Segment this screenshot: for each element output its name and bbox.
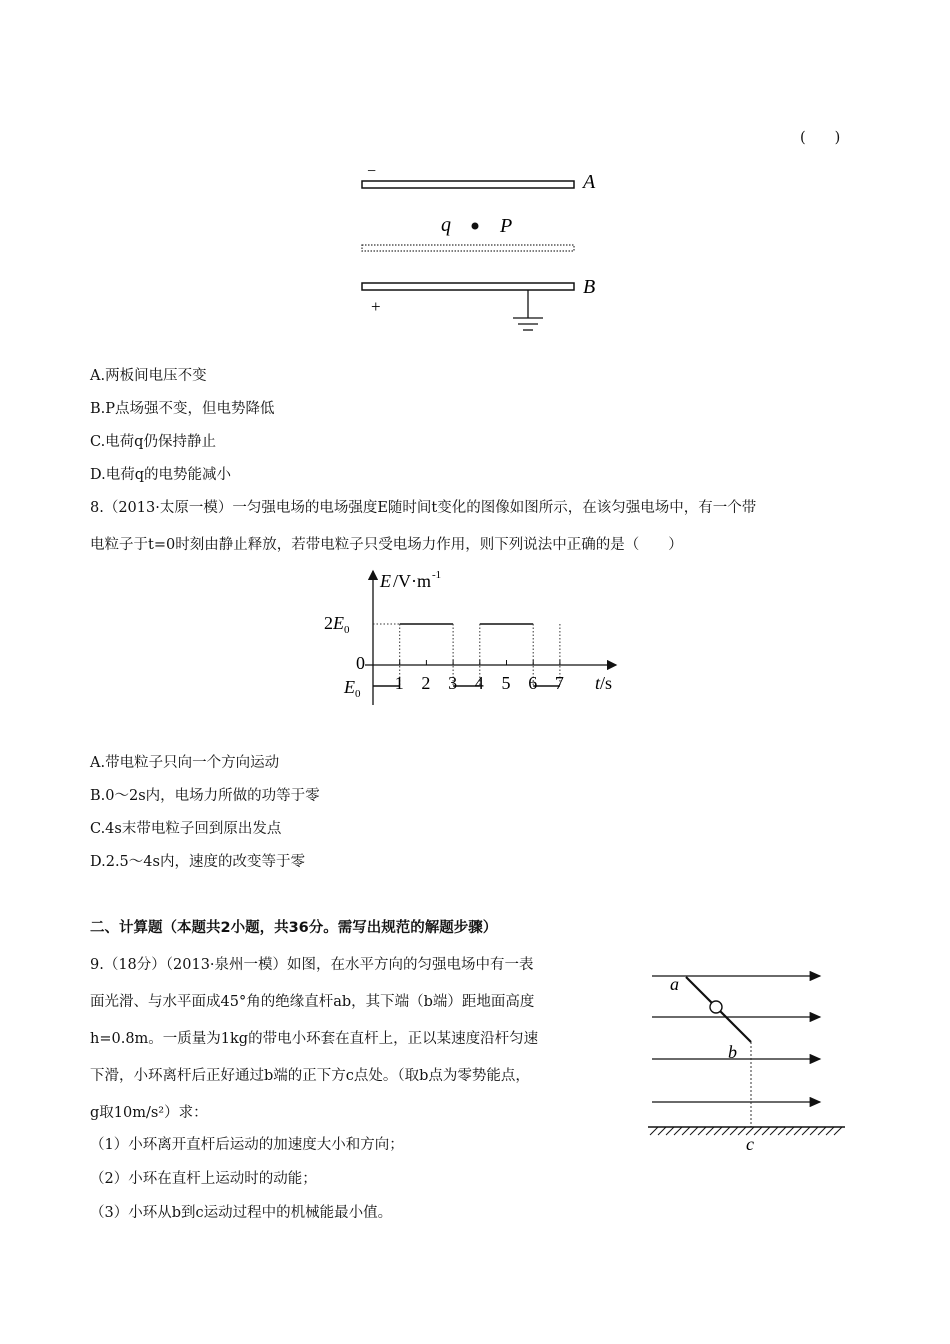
q8-stem-line1: 8.（2013·太原一模）一匀强电场的电场强度E随时间t变化的图像如图所示，在该匀强电场中，有一个带 bbox=[90, 500, 757, 516]
answer-bracket: ( ) bbox=[800, 130, 841, 146]
y-axis-unit: /V·m bbox=[393, 571, 431, 591]
dotted-plate bbox=[362, 245, 574, 251]
q9-sub-2: （2）小环在直杆上运动时的动能； bbox=[90, 1171, 317, 1187]
q8-option-b: B.0～2s内，电场力所做的功等于零 bbox=[90, 788, 320, 804]
x-tick-2: 2 bbox=[421, 673, 431, 693]
q7-option-d: D.电荷q的电势能减小 bbox=[90, 467, 231, 483]
section-2-title: 二、计算题（本题共2小题，共36分。需写出规范的解题步骤） bbox=[90, 920, 498, 936]
q9-line-1: 9.（18分）（2013·泉州一模）如图，在水平方向的匀强电场中有一表 bbox=[90, 957, 534, 973]
x-tick-1: 1 bbox=[394, 673, 404, 693]
label-a: A bbox=[583, 171, 596, 193]
x-tick-6: 6 bbox=[528, 673, 538, 693]
y-tick-0: 0 bbox=[356, 653, 365, 673]
q8-option-d: D.2.5～4s内，速度的改变等于零 bbox=[90, 854, 305, 870]
q9-line-4: 下滑，小环离杆后正好通过b端的正下方c点处。（取b点为零势能点， bbox=[90, 1068, 530, 1084]
label-q: q bbox=[441, 214, 451, 236]
x-tick-3: 3 bbox=[448, 673, 458, 693]
plate-b bbox=[362, 283, 574, 290]
minus-sign: − bbox=[367, 163, 377, 180]
capacitor-figure bbox=[355, 160, 615, 340]
q8-option-a: A.带电粒子只向一个方向运动 bbox=[90, 755, 280, 771]
q9-sub-3: （3）小环从b到c运动过程中的机械能最小值。 bbox=[90, 1205, 393, 1221]
q7-option-b: B.P点场强不变，但电势降低 bbox=[90, 401, 275, 417]
label-a: a bbox=[670, 974, 679, 994]
label-b: b bbox=[728, 1042, 737, 1062]
x-tick-5: 5 bbox=[501, 673, 511, 693]
ring bbox=[710, 1001, 722, 1013]
x-tick-7: 7 bbox=[554, 673, 564, 693]
label-c: c bbox=[746, 1134, 754, 1154]
q9-sub-1: （1）小环离开直杆后运动的加速度大小和方向； bbox=[90, 1137, 404, 1153]
plate-a bbox=[362, 181, 574, 188]
e-t-chart bbox=[320, 565, 630, 715]
label-p: P bbox=[500, 215, 513, 237]
q7-option-a: A.两板间电压不变 bbox=[90, 368, 207, 384]
plus-sign: + bbox=[371, 297, 381, 316]
x-axis-label: t/s bbox=[595, 673, 613, 693]
point-p bbox=[472, 223, 479, 230]
q8-option-c: C.4s末带电粒子回到原出发点 bbox=[90, 821, 282, 837]
y-tick-e0: $E_0$ bbox=[344, 677, 361, 700]
x-tick-4: 4 bbox=[474, 673, 484, 693]
q8-stem-line2: 电粒子于t=0时刻由静止释放，若带电粒子只受电场力作用，则下列说法中正确的是（ ） bbox=[90, 537, 683, 553]
q9-g-line: g取10m/s²）求： bbox=[90, 1105, 208, 1121]
y-axis-label: E bbox=[380, 571, 391, 591]
label-b: B bbox=[583, 276, 596, 298]
q9-line-2: 面光滑、与水平面成45°角的绝缘直杆ab，其下端（b端）距地面高度 bbox=[90, 994, 535, 1010]
q7-option-c: C.电荷q仍保持静止 bbox=[90, 434, 216, 450]
q9-line-3: h=0.8m。一质量为1kg的带电小环套在直杆上，正以某速度沿杆匀速 bbox=[90, 1031, 539, 1047]
y-axis-unit-exp: -1 bbox=[432, 569, 442, 581]
y-tick-2e0: $2E_0$ bbox=[324, 613, 350, 636]
rod-field-figure bbox=[640, 960, 850, 1155]
